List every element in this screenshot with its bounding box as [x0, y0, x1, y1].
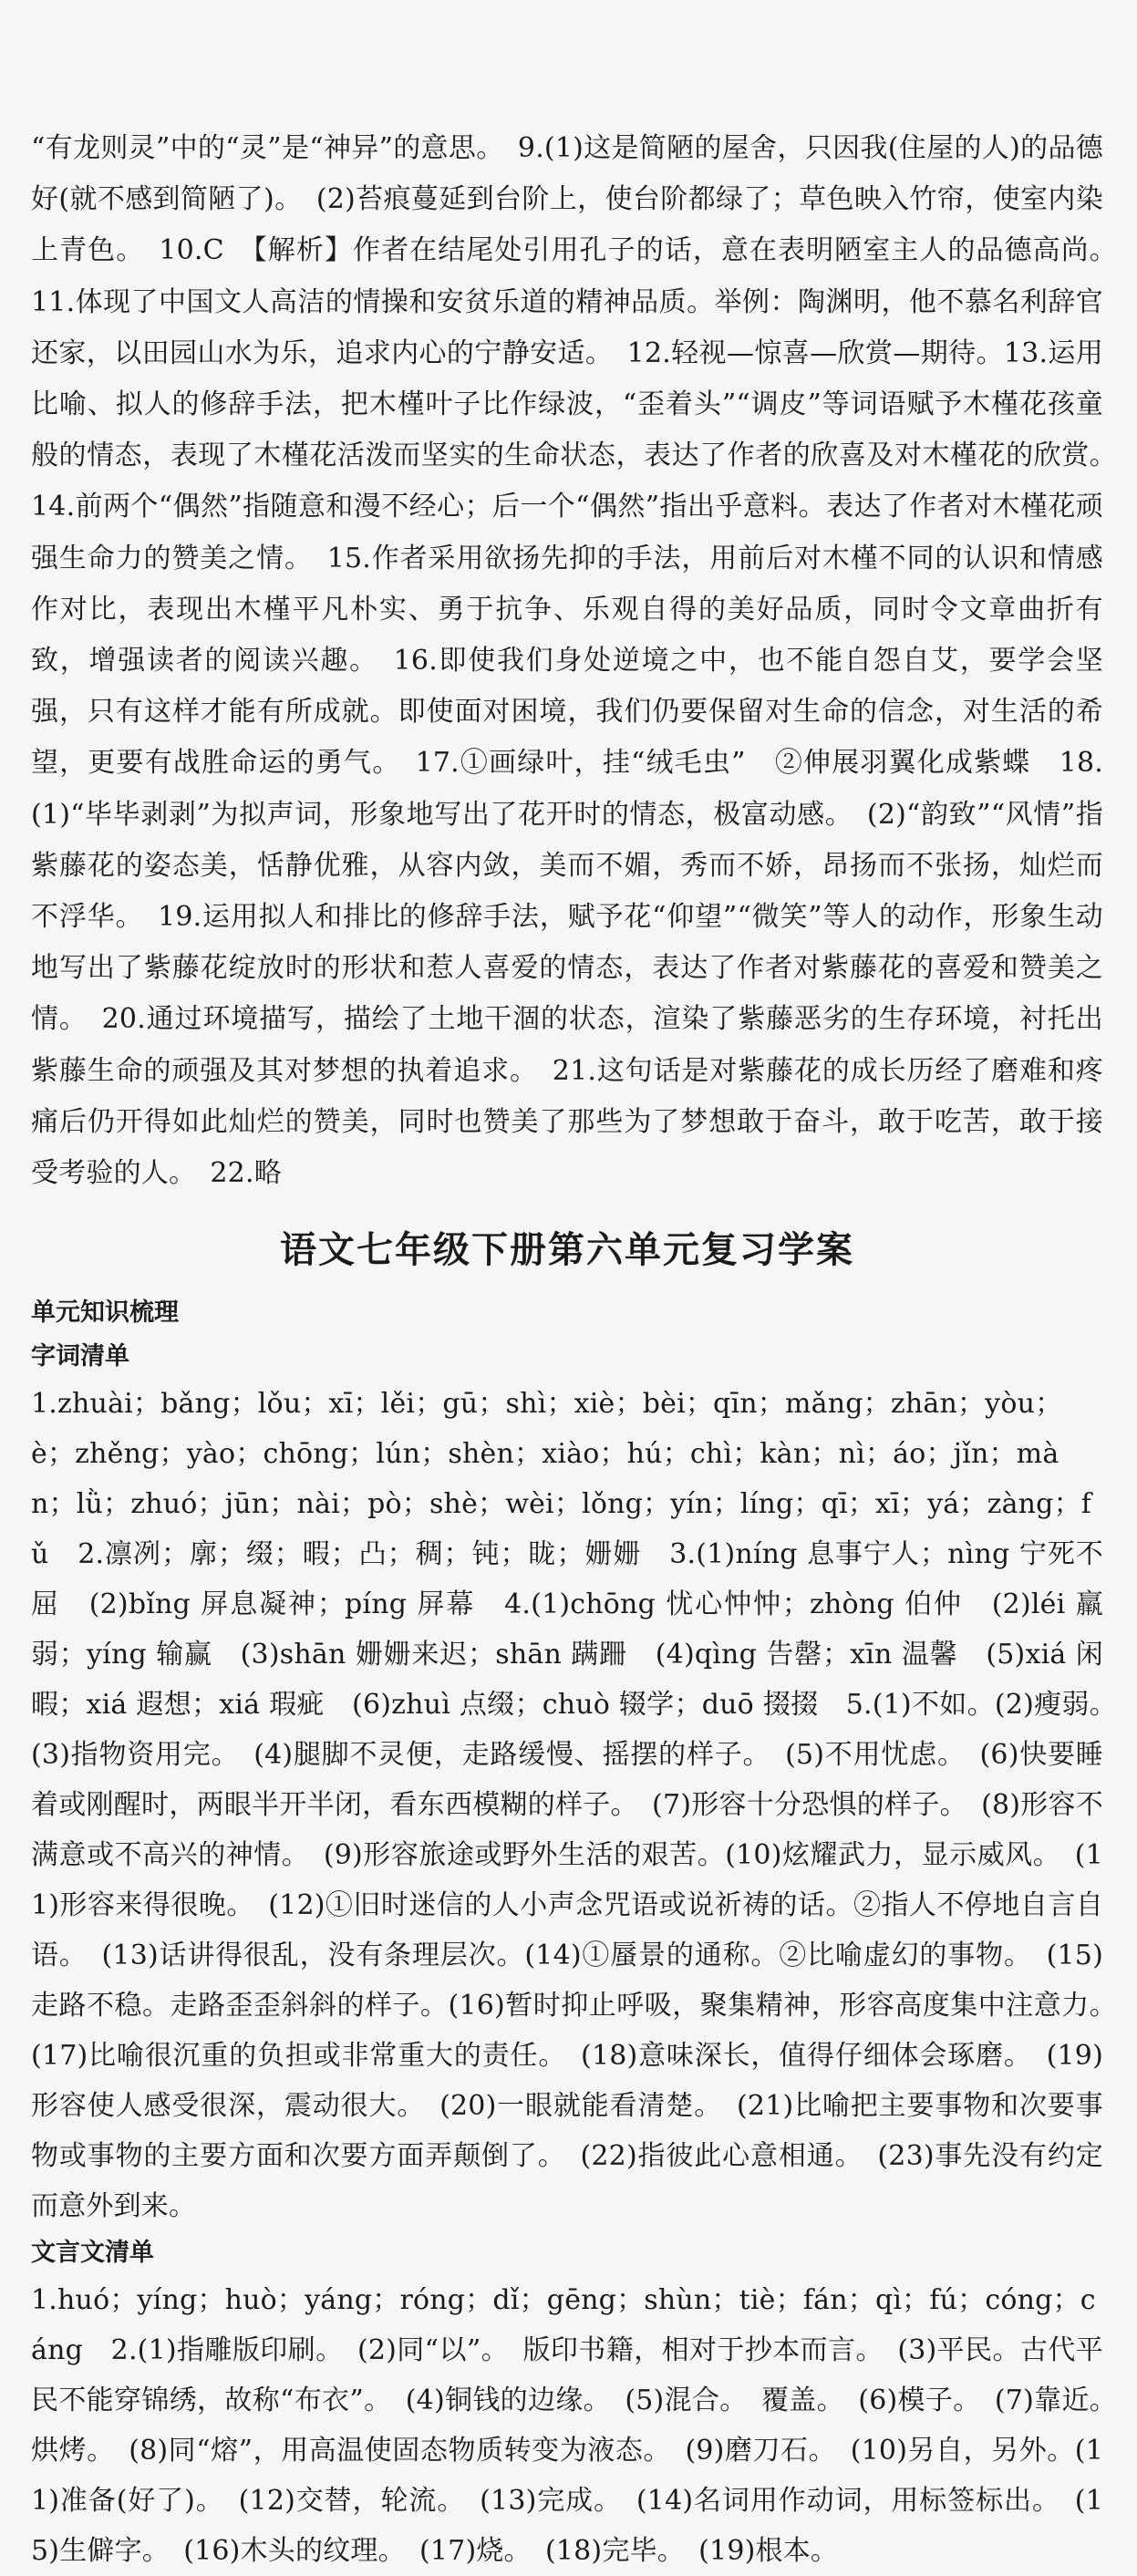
answers-paragraph: “有龙则灵”中的“灵”是“神异”的意思。 9.(1)这是简陋的屋舍，只因我(住屋的人)的品德好(就不感到简陋了)。 (2)苔痕蔓延到台阶上，使台阶都绿了；草色映入竹帘，使室内染上青色。 10.C 【解析】作者在结尾处引用孔子的话，意在表明陋室主人的品德高尚。 11.体现了中国文人高洁的情操和安贫乐道的精神品质。举例：陶渊明，他不慕名利辞官还家，以田园山水为乐，追求内心的宁静安适。 12.轻视—惊喜—欣赏—期待。13.运用比喻、拟人的修辞手法，把木槿叶子比作绿波，“歪着头”“调皮”等词语赋予木槿花孩童般的情态，表现了木槿花活泼而坚实的生命状态，表达了作者的欣喜及对木槿花的欣赏。 14.前两个“偶然”指随意和漫不经心；后一个“偶然”指出乎意料。表达了作者对木槿花顽强生命力的赞美之情。 15.作者采用欲扬先抑的手法，用前后对木槿不同的认识和情感作对比，表现出木槿平凡朴实、勇于抗争、乐观自得的美好品质，同时令文章曲折有致，增强读者的阅读兴趣。 16.即使我们身处逆境之中，也不能自怨自艾，要学会坚强，只有这样才能有所成就。即使面对困境，我们仍要保留对生命的信念，对生活的希望，更要有战胜命运的勇气。 17.①画绿叶，挂“绒毛虫” ②伸展羽翼化成紫蝶 18.(1)“毕毕剥剥”为拟声词，形象地写出了花开时的情态，极富动感。 (2)“韵致”“风情”指紫藤花的姿态美，恬静优雅，从容内敛，美而不媚，秀而不娇，昂扬而不张扬，灿烂而不浮华。 19.运用拟人和排比的修辞手法，赋予花“仰望”“微笑”等人的动作，形象生动地写出了紫藤花绽放时的形状和惹人喜爱的情态，表达了作者对紫藤花的喜爱和赞美之情。 20.通过环境描写，描绘了土地干涸的状态，渲染了紫藤恶劣的生存环境，衬托出紫藤生命的顽强及其对梦想的执着追求。 21.这句话是对紫藤花的成长历经了磨难和疼痛后仍开得如此灿烂的赞美，同时也赞美了那些为了梦想敢于奋斗，敢于吃苦，敢于接受考验的人。 22.略: [31, 132, 1132, 1190]
heading-classical-list: 文言文清单: [31, 2239, 154, 2268]
heading-vocab-list: 字词清单: [31, 1342, 129, 1371]
heading-knowledge-review: 单元知识梳理: [31, 1298, 179, 1328]
section-title: 语文七年级下册第六单元复习学案: [280, 1229, 854, 1272]
page-content: [31, 123, 1132, 2576]
classical-paragraph: 1.huó；yíng；huò；yáng；róng；dǐ；gēng；shùn；tiè；fán；qì；fú；cóng；cáng 2.(1)指雕版印刷。 (2)同“以”。 版印书籍，相对于抄本而言。 (3)平民。古代平民不能穿锦绣，故称“布衣”。 (4)铜钱的边缘。 (5)混合。 覆盖。 (6)模子。 (7)靠近。 烘烤。 (8)同“熔”，用高温使固态物质转变为液态。 (9)磨刀石。 (10)另自，另外。(11)准备(好了)。 (12)交替，轮流。 (13)完成。 (14)名词用作动词，用标签标出。 (15)生僻字。 (16)木头的纹理。 (17)烧。 (18)完毕。 (19)根本。: [31, 2284, 1132, 2568]
vocab-paragraph: 1.zhuài；bǎng；lǒu；xī；lěi；gū；shì；xiè；bèi；qīn；mǎng；zhān；yòu；è；zhěng；yào；chōng；lún；shèn；xiào；hú；chì；kàn；nì；áo；jǐn；màn；lǜ；zhuó；jūn；nài；pò；shè；wèi；lǒng；yín；líng；qī；xī；yá；zàng；fǔ 2.凛冽；廓；缀；暇；凸；稠；钝；眬；姗姗 3.(1)níng 息事宁人；nìng 宁死不屈 (2)bǐng 屏息凝神；píng 屏幕 4.(1)chōng 忧心忡忡；zhòng 伯仲 (2)léi 羸弱；yíng 输赢 (3)shān 姗姗来迟；shān 蹒跚 (4)qìng 告罄；xīn 温馨 (5)xiá 闲暇；xiá 遐想；xiá 瑕疵 (6)zhuì 点缀；chuò 辍学；duō 掇掇 5.(1)不如。(2)瘦弱。 (3)指物资用完。 (4)腿脚不灵便，走路缓慢、摇摆的样子。 (5)不用忧虑。 (6)快要睡着或刚醒时，两眼半开半闭，看东西模糊的样子。 (7)形容十分恐惧的样子。 (8)形容不满意或不高兴的神情。 (9)形容旅途或野外生活的艰苦。(10)炫耀武力，显示威风。 (11)形容来得很晚。 (12)①旧时迷信的人小声念咒语或说祈祷的话。②指人不停地自言自语。 (13)话讲得很乱，没有条理层次。(14)①蜃景的通称。②比喻虚幻的事物。 (15)走路不稳。走路歪歪斜斜的样子。(16)暂时抑止呼吸，聚集精神，形容高度集中注意力。 (17)比喻很沉重的负担或非常重大的责任。 (18)意味深长，值得仔细体会琢磨。 (19)形容使人感受很深，震动很大。 (20)一眼就能看清楚。 (21)比喻把主要事物和次要事物或事物的主要方面和次要方面弄颠倒了。 (22)指彼此心意相通。 (23)事先没有约定而意外到来。: [31, 1388, 1132, 2223]
